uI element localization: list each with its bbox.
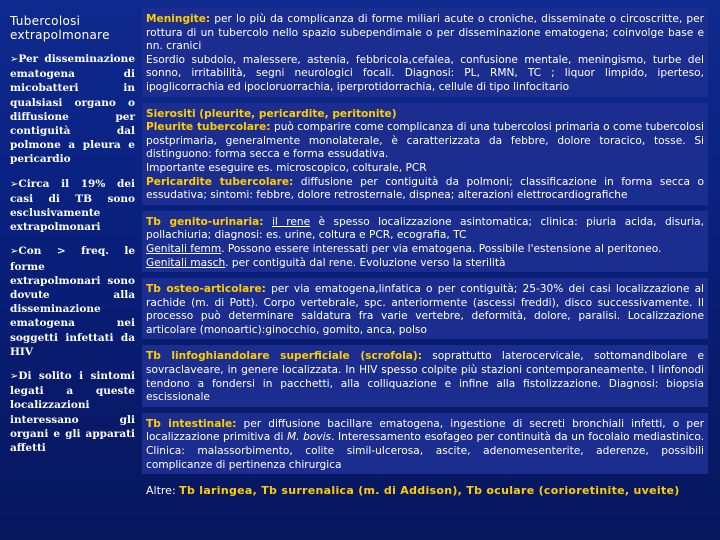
intestinale-label: Tb intestinale: — [146, 417, 237, 430]
osteo-text: per via ematogena,linfatica o per contiguità; 25-30% dei casi localizzazione al rachide (m. di Pott). Corpo vertebrale, spc. anteriormente (ascessi freddi), disco successivamente. Il processo può determinare saldatura fra varie vertebre, deformità, dolore, paralisi. Localizzazione articolare (monoartic):ginocchio, gomito, anca, polso — [146, 283, 705, 336]
genitali-femm-term: Genitali femm — [146, 242, 222, 255]
altre-label: Altre — [146, 484, 172, 498]
linfoghiandolare-box — [142, 345, 708, 406]
bullet-item — [10, 52, 135, 167]
left-column — [10, 14, 135, 465]
bullet-item — [10, 369, 135, 455]
intestinale-text-1: per diffusione bacillare ematogena, ingestione di secreti bronchiali infetti, o per localizzazione primitiva di — [146, 417, 704, 444]
altre-section — [142, 480, 708, 501]
pericardite-label: Pericardite tubercolare: — [146, 175, 294, 188]
genito-text-1: è spesso localizzazione asintomatica; clinica: piuria acida, disuria, pollachiuria; diagnosi: es. urine, coltura e PCR, ecografia, TC — [146, 215, 704, 242]
intestinale-text-2: . Interessamento esofageo per continuità da un focolaio mediastinico. Clinica: malassorbimento, colite simil-ulcerosa, ascite, adenomesenterite, aderenze, possibili complicanze di pertinenza chirurgica — [146, 431, 705, 471]
bullet-text: Di solito i sintomi legati a queste localizzazioni interessano gli organi e gli apparati affetti — [10, 370, 135, 455]
bullet-text: Con > freq. le forme extrapolmonari sono dovute alla disseminazione ematogena nei soggetti infettati da HIV — [10, 245, 135, 358]
sierositi-title: Sierositi (pleurite, pericardite, peritonite) — [146, 107, 397, 120]
pleurite-text: può comparire come complicanza di una tubercolosi primaria o come tubercolosi postprimaria, generalmente monolaterale, è caratterizzata da febbre, dolore toracico, tosse. Si distinguono: forma secca e forma essudativa. — [146, 121, 704, 161]
bullet-text: Circa il 19% dei casi di TB sono esclusivamente extrapolmonari — [10, 177, 135, 234]
genito-text-2: . Possono essere interessati per via ematogena. Possibile l'estensione al peritoneo. — [221, 242, 662, 255]
altre-sep: : — [171, 484, 180, 498]
linfo-text: soprattutto laterocervicale, sottomandibolare e sovraclaveare, in genere localizzata. In HIV spesso colpite più stazioni contemporaneamente. I linfonodi tendono a fondersi in pacchetti, alla colliquazione e infine alla fistolizzazione. Diagnosi: biopsia escissionale — [146, 350, 704, 404]
osteo-articolare-box — [142, 278, 708, 339]
rene-term: il rene — [271, 215, 311, 228]
genito-label: Tb genito-urinaria: — [146, 215, 264, 228]
meningite-text: per lo più da complicanza di forme miliari acute o croniche, disseminate o circoscritte, per rottura di un tubercolo nello spazio subependimale o per disseminazione ematogena; coinvolge base e nn. cranici — [146, 13, 704, 53]
bullet-item — [10, 244, 135, 359]
meningite-label: Meningite: — [146, 13, 211, 25]
bullet-item — [10, 177, 135, 235]
arrow-right-icon: ➢ — [10, 54, 19, 65]
genito-urinaria-box — [142, 211, 708, 272]
osteo-label: Tb osteo-articolare: — [146, 283, 266, 296]
altre-text: Tb laringea, Tb surrenalica (m. di Addison), Tb oculare (corioretinite, uveite) — [179, 484, 680, 498]
genitali-masch-term: Genitali masch — [146, 256, 226, 269]
right-column — [142, 8, 708, 501]
m-bovis-term: M. bovis — [287, 431, 332, 444]
pericardite-text: diffusione per contiguità da polmoni; classificazione in forma secca o essudativa; sintomi: febbre, dolore retrosternale, dispnea; alterazioni elettrocardiografiche — [146, 175, 705, 202]
intestinale-box — [142, 413, 708, 474]
arrow-right-icon: ➢ — [10, 371, 19, 383]
sierositi-box — [142, 103, 708, 205]
meningite-box — [142, 8, 708, 97]
arrow-right-icon: ➢ — [10, 246, 19, 258]
linfo-label: Tb linfoghiandolare superficiale (scrofola): — [146, 350, 422, 363]
pleurite-label: Pleurite tubercolare: — [146, 121, 271, 134]
arrow-right-icon: ➢ — [10, 178, 19, 190]
left-title: Tubercolosi extrapolmonare — [10, 14, 110, 42]
meningite-text-2: Esordio subdolo, malessere, astenia, febbricola,cefalea, confusione mentale, meningismo, turbe del sonno, irritabilità, segni neurologici focali. Diagnosi: PL, RMN, TC ; liquor limpido, iperteso, ipoglicorrachia ed ipocloruorrachia, iperprotidorrachia, cellule di tipo linfocitario — [146, 53, 704, 93]
bullet-text: Per disseminazione ematogena di micobatteri in qualsiasi organo o diffusione per contiguità dal polmone a pleura e pericardio — [10, 53, 135, 166]
pleurite-text-2: Importante eseguire es. microscopico, colturale, PCR — [146, 161, 427, 174]
genito-text-3: . per contiguità dal rene. Evoluzione verso la sterilità — [225, 256, 506, 269]
